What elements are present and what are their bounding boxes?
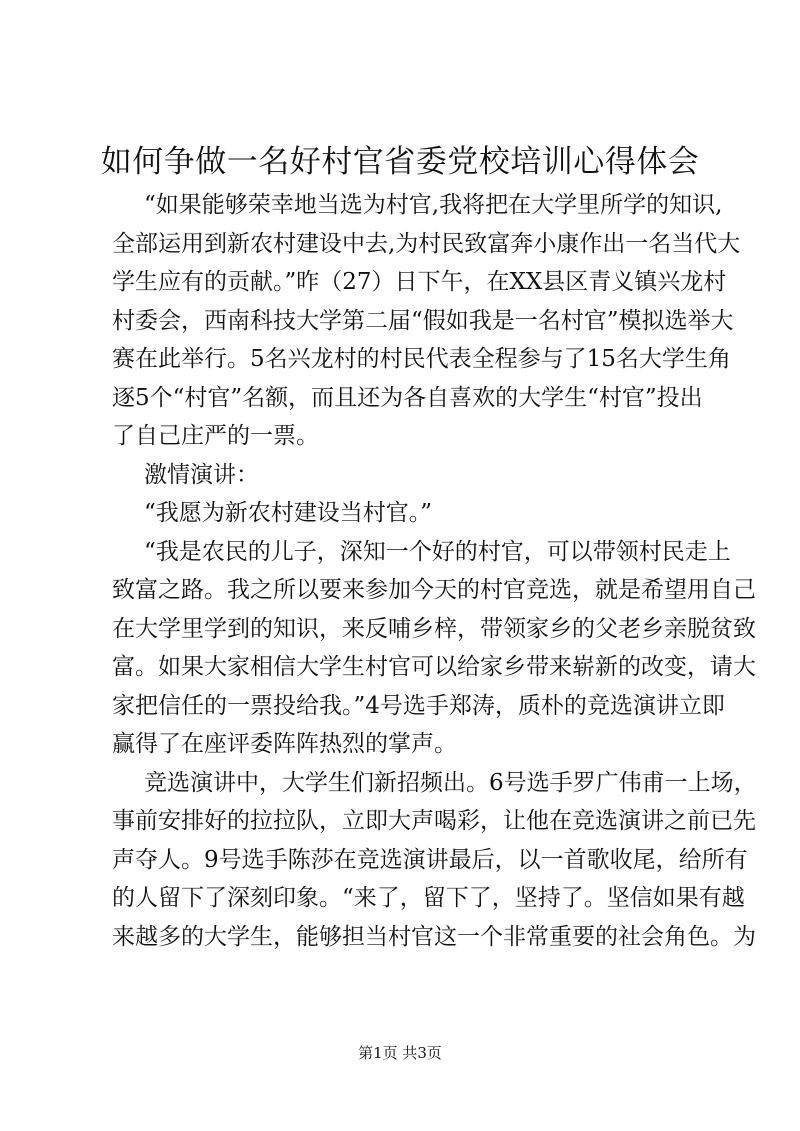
text-line: 事前安排好的拉拉队，立即大声喝彩，让他在竞选演讲之前已先 bbox=[112, 808, 756, 834]
text-line: 激情演讲： bbox=[144, 461, 259, 488]
text-line: 全部运用到新农村建设中去,为村民致富奔小康作出一名当代大 bbox=[112, 230, 741, 257]
text-line: 了自己庄严的一票。 bbox=[112, 423, 319, 449]
text-line: 声夺人。9号选手陈莎在竞选演讲最后，以一首歌收尾，给所有 bbox=[112, 846, 748, 873]
document-body bbox=[112, 186, 757, 956]
paragraph bbox=[112, 533, 756, 764]
text-line: 竞选演讲中，大学生们新招频出。6号选手罗广伟甫一上场， bbox=[144, 769, 757, 796]
paragraph bbox=[112, 764, 757, 957]
text-line: 的人留下了深刻印象。“来了，留下了，坚持了。坚信如果有越 bbox=[112, 885, 745, 911]
text-line: “我是农民的儿子，深知一个好的村官，可以带领村民走上 bbox=[144, 538, 731, 565]
page-number-footer: 第1页 共3页 bbox=[358, 1044, 442, 1062]
paragraph bbox=[112, 494, 698, 533]
text-line: 赢得了在座评委阵阵热烈的掌声。 bbox=[112, 731, 457, 757]
text-line: “我愿为新农村建设当村官。” bbox=[144, 500, 433, 526]
text-line: 致富之路。我之所以要来参加今天的村官竞选，就是希望用自己 bbox=[112, 577, 756, 603]
paragraph bbox=[112, 186, 741, 456]
paragraph bbox=[112, 456, 698, 495]
text-line: 逐5个“村官”名额，而且还为各自喜欢的大学生“村官”投出 bbox=[112, 384, 703, 411]
text-line: 家把信任的一票投给我。”4号选手郑涛，质朴的竞选演讲立即 bbox=[112, 692, 725, 719]
text-line: “如果能够荣幸地当选为村官,我将把在大学里所学的知识, bbox=[144, 192, 723, 218]
text-line: 来越多的大学生，能够担当村官这一个非常重要的社会角色。为 bbox=[112, 923, 756, 950]
text-line: 赛在此举行。5名兴龙村的村民代表全程参与了15名大学生角 bbox=[112, 346, 731, 372]
text-line: 村委会，西南科技大学第二届“假如我是一名村官”模拟选举大 bbox=[112, 307, 734, 334]
text-line: 富。如果大家相信大学生村官可以给家乡带来崭新的改变，请大 bbox=[112, 654, 756, 680]
text-line: 在大学里学到的知识，来反哺乡梓，带领家乡的父老乡亲脱贫致 bbox=[112, 615, 756, 642]
text-line: 学生应有的贡献。”昨（27）日下午，在XX县区青义镇兴龙村 bbox=[112, 269, 727, 295]
document-title: 如何争做一名好村官省委党校培训心得体会 bbox=[100, 144, 700, 180]
